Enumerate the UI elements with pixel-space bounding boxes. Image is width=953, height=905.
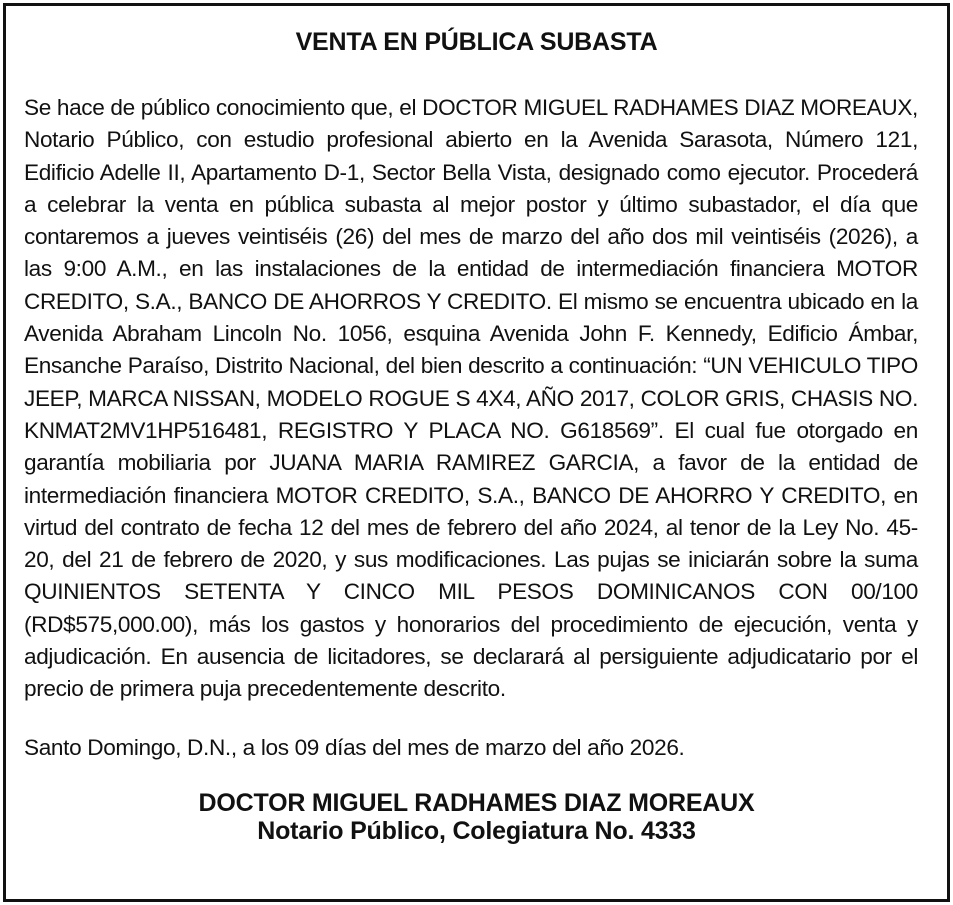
notice-body: Se hace de público conocimiento que, el DOCTOR MIGUEL RADHAMES DIAZ MOREAUX, Notario Público, con estudio profesional abierto en la Avenida Sarasota, Número 121, Edificio Adelle II, Apartamento D-1, Sector Bella Vista, designado como ejecutor. Procederá a celebrar la venta en pública subasta al mejor postor y último subastador, el día que contaremos a jueves veintiséis (26) del mes de marzo del año dos mil veintiséis (2026), a las 9:00 A.M., en las instalaciones de la entidad de intermediación financiera MOTOR CREDITO, S.A., BANCO DE AHORROS Y CREDITO. El mismo se encuentra ubicado en la Avenida Abraham Lincoln No. 1056, esquina Avenida John F. Kennedy, Edificio Ámbar, Ensanche Paraíso, Distrito Nacional, del bien descrito a continuación: “UN VEHICULO TIPO JEEP, MARCA NISSAN, MODELO ROGUE S 4X4, AÑO 2017, COLOR GRIS, CHASIS NO. KNMAT2MV1HP516481, REGISTRO Y PLACA NO. G618569”. El cual fue otorgado en garantía mobiliaria por JUANA MARIA RAMIREZ GARCIA, a favor de la entidad de intermediación financiera MOTOR CREDITO, S.A., BANCO DE AHORRO Y CREDITO, en virtud del contrato de fecha 12 del mes de febrero del año 2024, al tenor de la Ley No. 45-20, del 21 de febrero de 2020, y sus modificaciones. Las pujas se iniciarán sobre la suma QUINIENTOS SETENTA Y CINCO MIL PESOS DOMINICANOS CON 00/100 (RD$575,000.00), más los gastos y honorarios del procedimiento de ejecución, venta y adjudicación. En ausencia de licitadores, se declarará al persiguiente adjudicatario por el precio de primera puja precedentemente descrito. [24, 95, 918, 702]
signature-name: DOCTOR MIGUEL RADHAMES DIAZ MOREAUX [198, 789, 755, 817]
notice-title: VENTA EN PÚBLICA SUBASTA [295, 28, 658, 56]
notice-closing: Santo Domingo, D.N., a los 09 días del mes de marzo del año 2026. [24, 735, 685, 760]
signature-role: Notario Público, Colegiatura No. 4333 [257, 817, 696, 845]
